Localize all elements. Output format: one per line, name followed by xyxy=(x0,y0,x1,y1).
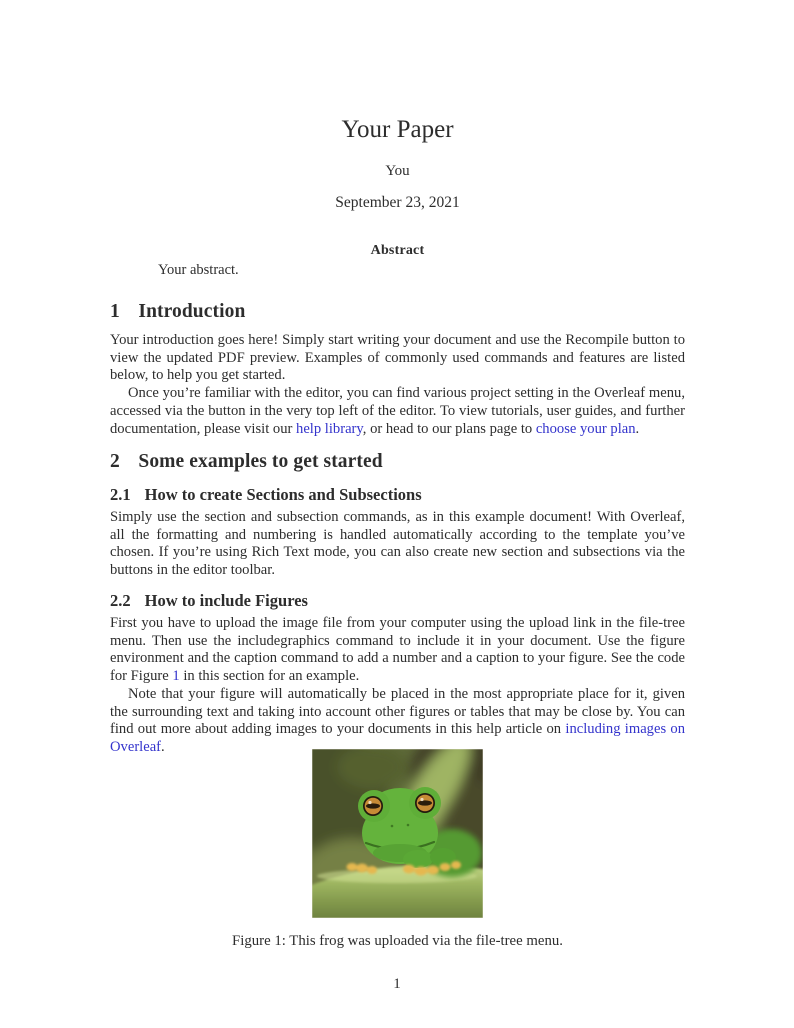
help-library-link[interactable]: help library xyxy=(296,420,363,437)
subsection-2-1-number: 2.1 xyxy=(110,485,131,504)
including-images-link[interactable]: including images on Overleaf xyxy=(110,721,685,755)
paper-author: You xyxy=(385,163,410,179)
text-run: Your introduction goes here! Simply start writing your document and use the Recompile button to view the updated PDF preview. Examples of commonly used commands and features are listed below, to help you get started. xyxy=(110,332,685,384)
section-2-number: 2 xyxy=(110,451,120,472)
subsection-2-1-heading xyxy=(110,485,685,505)
text-run: in this section for an example. xyxy=(179,668,360,685)
paragraph-intro-2 xyxy=(110,385,685,438)
paragraph-figures-1 xyxy=(110,615,685,686)
text-run: Note that your figure will automatically be placed in the most appropriate place for it, given the surrounding text and taking into account other figures or tables that may be close by. You can find out more about adding images to your documents in this help article on xyxy=(110,685,685,738)
text-run: Simply use the section and subsection commands, as in this example document! With Overleaf, all the formatting and numbering is handled automatically according to the template you’ve chosen. If you’re using Rich Text mode, you can also create new section and subsections via the buttons in the editor toolbar. xyxy=(110,509,685,579)
paragraph-figures-2 xyxy=(110,686,685,757)
text-run: First you have to upload the image file from your computer using the upload link in the file-tree menu. Then use the includegraphics command to include it in your document. Use the figure environment and the caption command to add a number and a caption to your figure. See the code for Figure xyxy=(110,615,685,685)
section-2-heading xyxy=(110,451,685,473)
frog-photo xyxy=(312,749,483,918)
subsection-2-1-title: How to create Sections and Subsections xyxy=(144,485,422,504)
subsection-2-2-heading xyxy=(110,591,685,611)
paragraph-intro-1 xyxy=(110,332,685,385)
section-2-title: Some examples to get started xyxy=(138,451,383,472)
subsection-2-2-number: 2.2 xyxy=(110,591,131,610)
section-1-title: Introduction xyxy=(138,301,246,322)
page-number: 1 xyxy=(393,976,401,992)
subsection-2-1-body xyxy=(110,509,685,580)
text-run: Once you’re familiar with the editor, you can find various project setting in the Overleaf menu, accessed via the button in the very top left of the editor. To view tutorials, user guides, and further documentation, please visit our xyxy=(110,385,685,437)
figure-1-caption: Figure 1: This frog was uploaded via the file-tree menu. xyxy=(232,933,563,949)
choose-your-plan-link[interactable]: choose your plan xyxy=(535,420,636,437)
text-run: . xyxy=(161,738,165,755)
figure-1-ref-link[interactable]: 1 xyxy=(172,668,180,685)
text-run: , or head to our plans page to xyxy=(362,420,536,437)
paragraph-sections xyxy=(110,509,685,580)
section-1-number: 1 xyxy=(110,301,120,322)
subsection-2-2-title: How to include Figures xyxy=(144,591,308,610)
subsection-2-2-body xyxy=(110,615,685,757)
figure-1 xyxy=(110,749,685,918)
text-run: . xyxy=(635,420,640,437)
paper-title: Your Paper xyxy=(341,116,454,143)
paper-date: September 23, 2021 xyxy=(335,194,460,211)
abstract-text: Your abstract. xyxy=(158,262,239,278)
section-1-heading xyxy=(110,301,685,323)
abstract-heading: Abstract xyxy=(370,243,425,258)
section-1-body xyxy=(110,332,685,438)
